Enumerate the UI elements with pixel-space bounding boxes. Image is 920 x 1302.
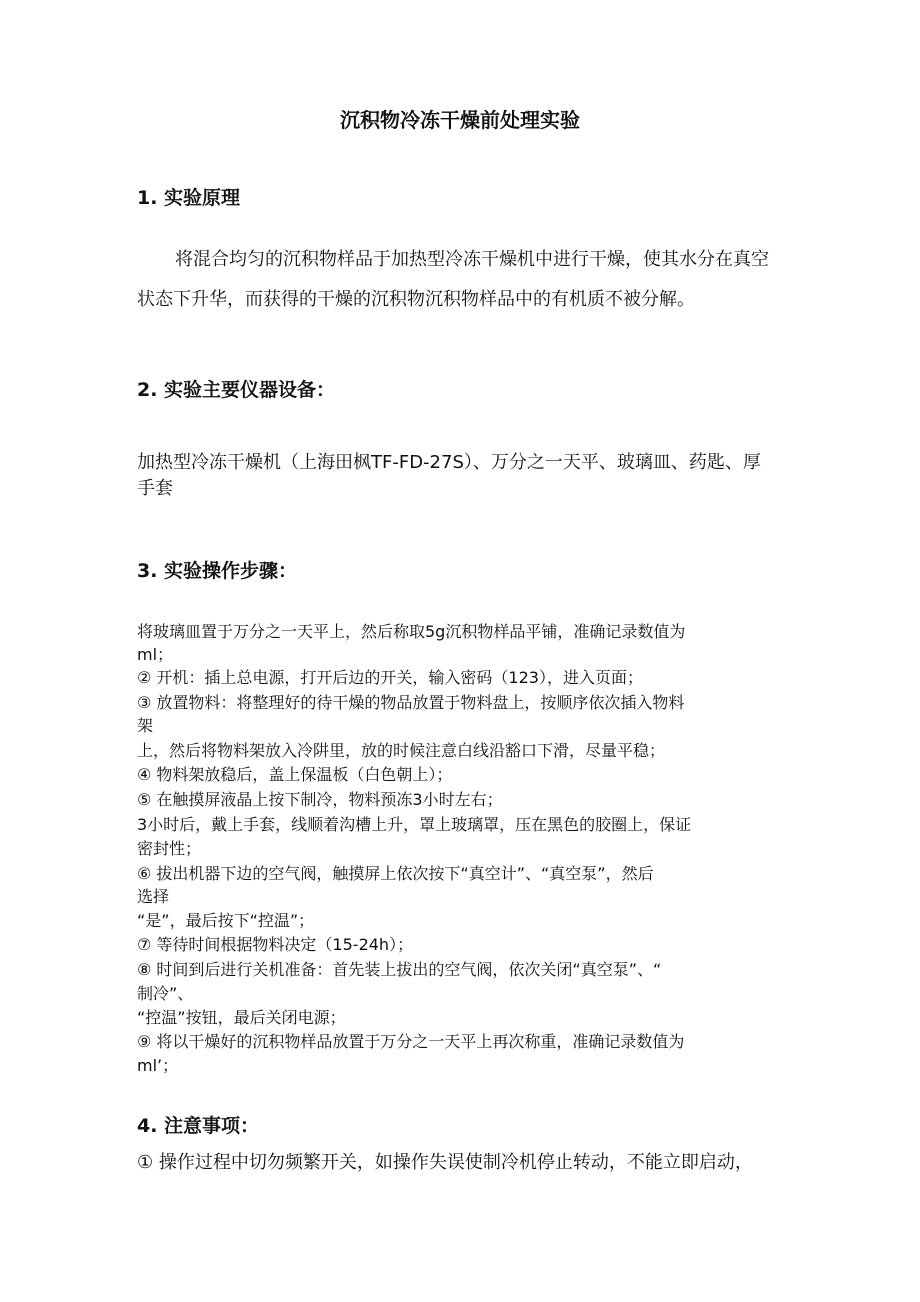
step-line: 制冷”、: [137, 984, 194, 1003]
step-line: ⑤ 在触摸屏液晶上按下制冷，物料预冻3小时左右；: [137, 790, 503, 809]
section-2-heading: 2. 实验主要仪器设备：: [137, 379, 336, 401]
section-4-heading: 4. 注意事项：: [137, 1115, 260, 1137]
step-line: ml；: [137, 645, 174, 664]
step-line: ④ 物料架放稳后，盖上保温板（白色朝上）；: [137, 765, 453, 784]
section-1-line-2: 状态下升华，而获得的干燥的沉积物沉积物样品中的有机质不被分解。: [137, 289, 695, 310]
section-4-line-1: ① 操作过程中切勿频繁开关，如操作失误使制冷机停止转动，不能立即启动，: [137, 1152, 753, 1173]
step-line: ⑨ 将以干燥好的沉积物样品放置于万分之一天平上再次称重，准确记录数值为: [137, 1032, 685, 1051]
step-line: ③ 放置物料：将整理好的待干燥的物品放置于物料盘上，按顺序依次插入物料: [137, 693, 685, 712]
step-line: 架: [137, 716, 154, 735]
document-title: 沉积物冷冻干燥前处理实验: [340, 108, 580, 132]
step-line: 密封性；: [137, 839, 202, 858]
section-2-line-1: 加热型冷冻干燥机（上海田枫TF-FD-27S）、万分之一天平、玻璃皿、药匙、厚: [137, 452, 761, 473]
step-line: “是”，最后按下“控温”；: [137, 911, 315, 930]
step-line: ⑥ 拔出机器下边的空气阀，触摸屏上依次按下“真空计”、“真空泵”，然后: [137, 864, 654, 883]
section-1-line-1: 将混合均匀的沉积物样品于加热型冷冻干燥机中进行干燥，使其水分在真空: [175, 249, 769, 270]
step-line: “控温”按钮，最后关闭电源；: [137, 1008, 346, 1027]
section-3-heading: 3. 实验操作步骤：: [137, 560, 298, 582]
step-line: 选择: [137, 887, 170, 906]
step-line: ② 开机：插上总电源，打开后边的开关，输入密码（123），进入页面；: [137, 668, 643, 687]
step-line: ⑦ 等待时间根据物料决定（15-24h）；: [137, 935, 414, 954]
step-line: 将玻璃皿置于万分之一天平上，然后称取5g沉积物样品平铺，准确记录数值为: [137, 622, 686, 641]
section-1-heading: 1. 实验原理: [137, 187, 241, 209]
step-line: 3小时后，戴上手套，线顺着沟槽上升，罩上玻璃罩，压在黑色的胶圈上，保证: [137, 815, 692, 834]
step-line: ml’；: [137, 1056, 179, 1075]
step-line: ⑧ 时间到后进行关机准备：首先装上拔出的空气阀，依次关闭“真空泵”、“: [137, 960, 662, 979]
section-2-line-2: 手套: [137, 478, 173, 499]
step-line: 上，然后将物料架放入冷阱里，放的时候注意白线沿豁口下滑，尽量平稳；: [137, 741, 666, 760]
